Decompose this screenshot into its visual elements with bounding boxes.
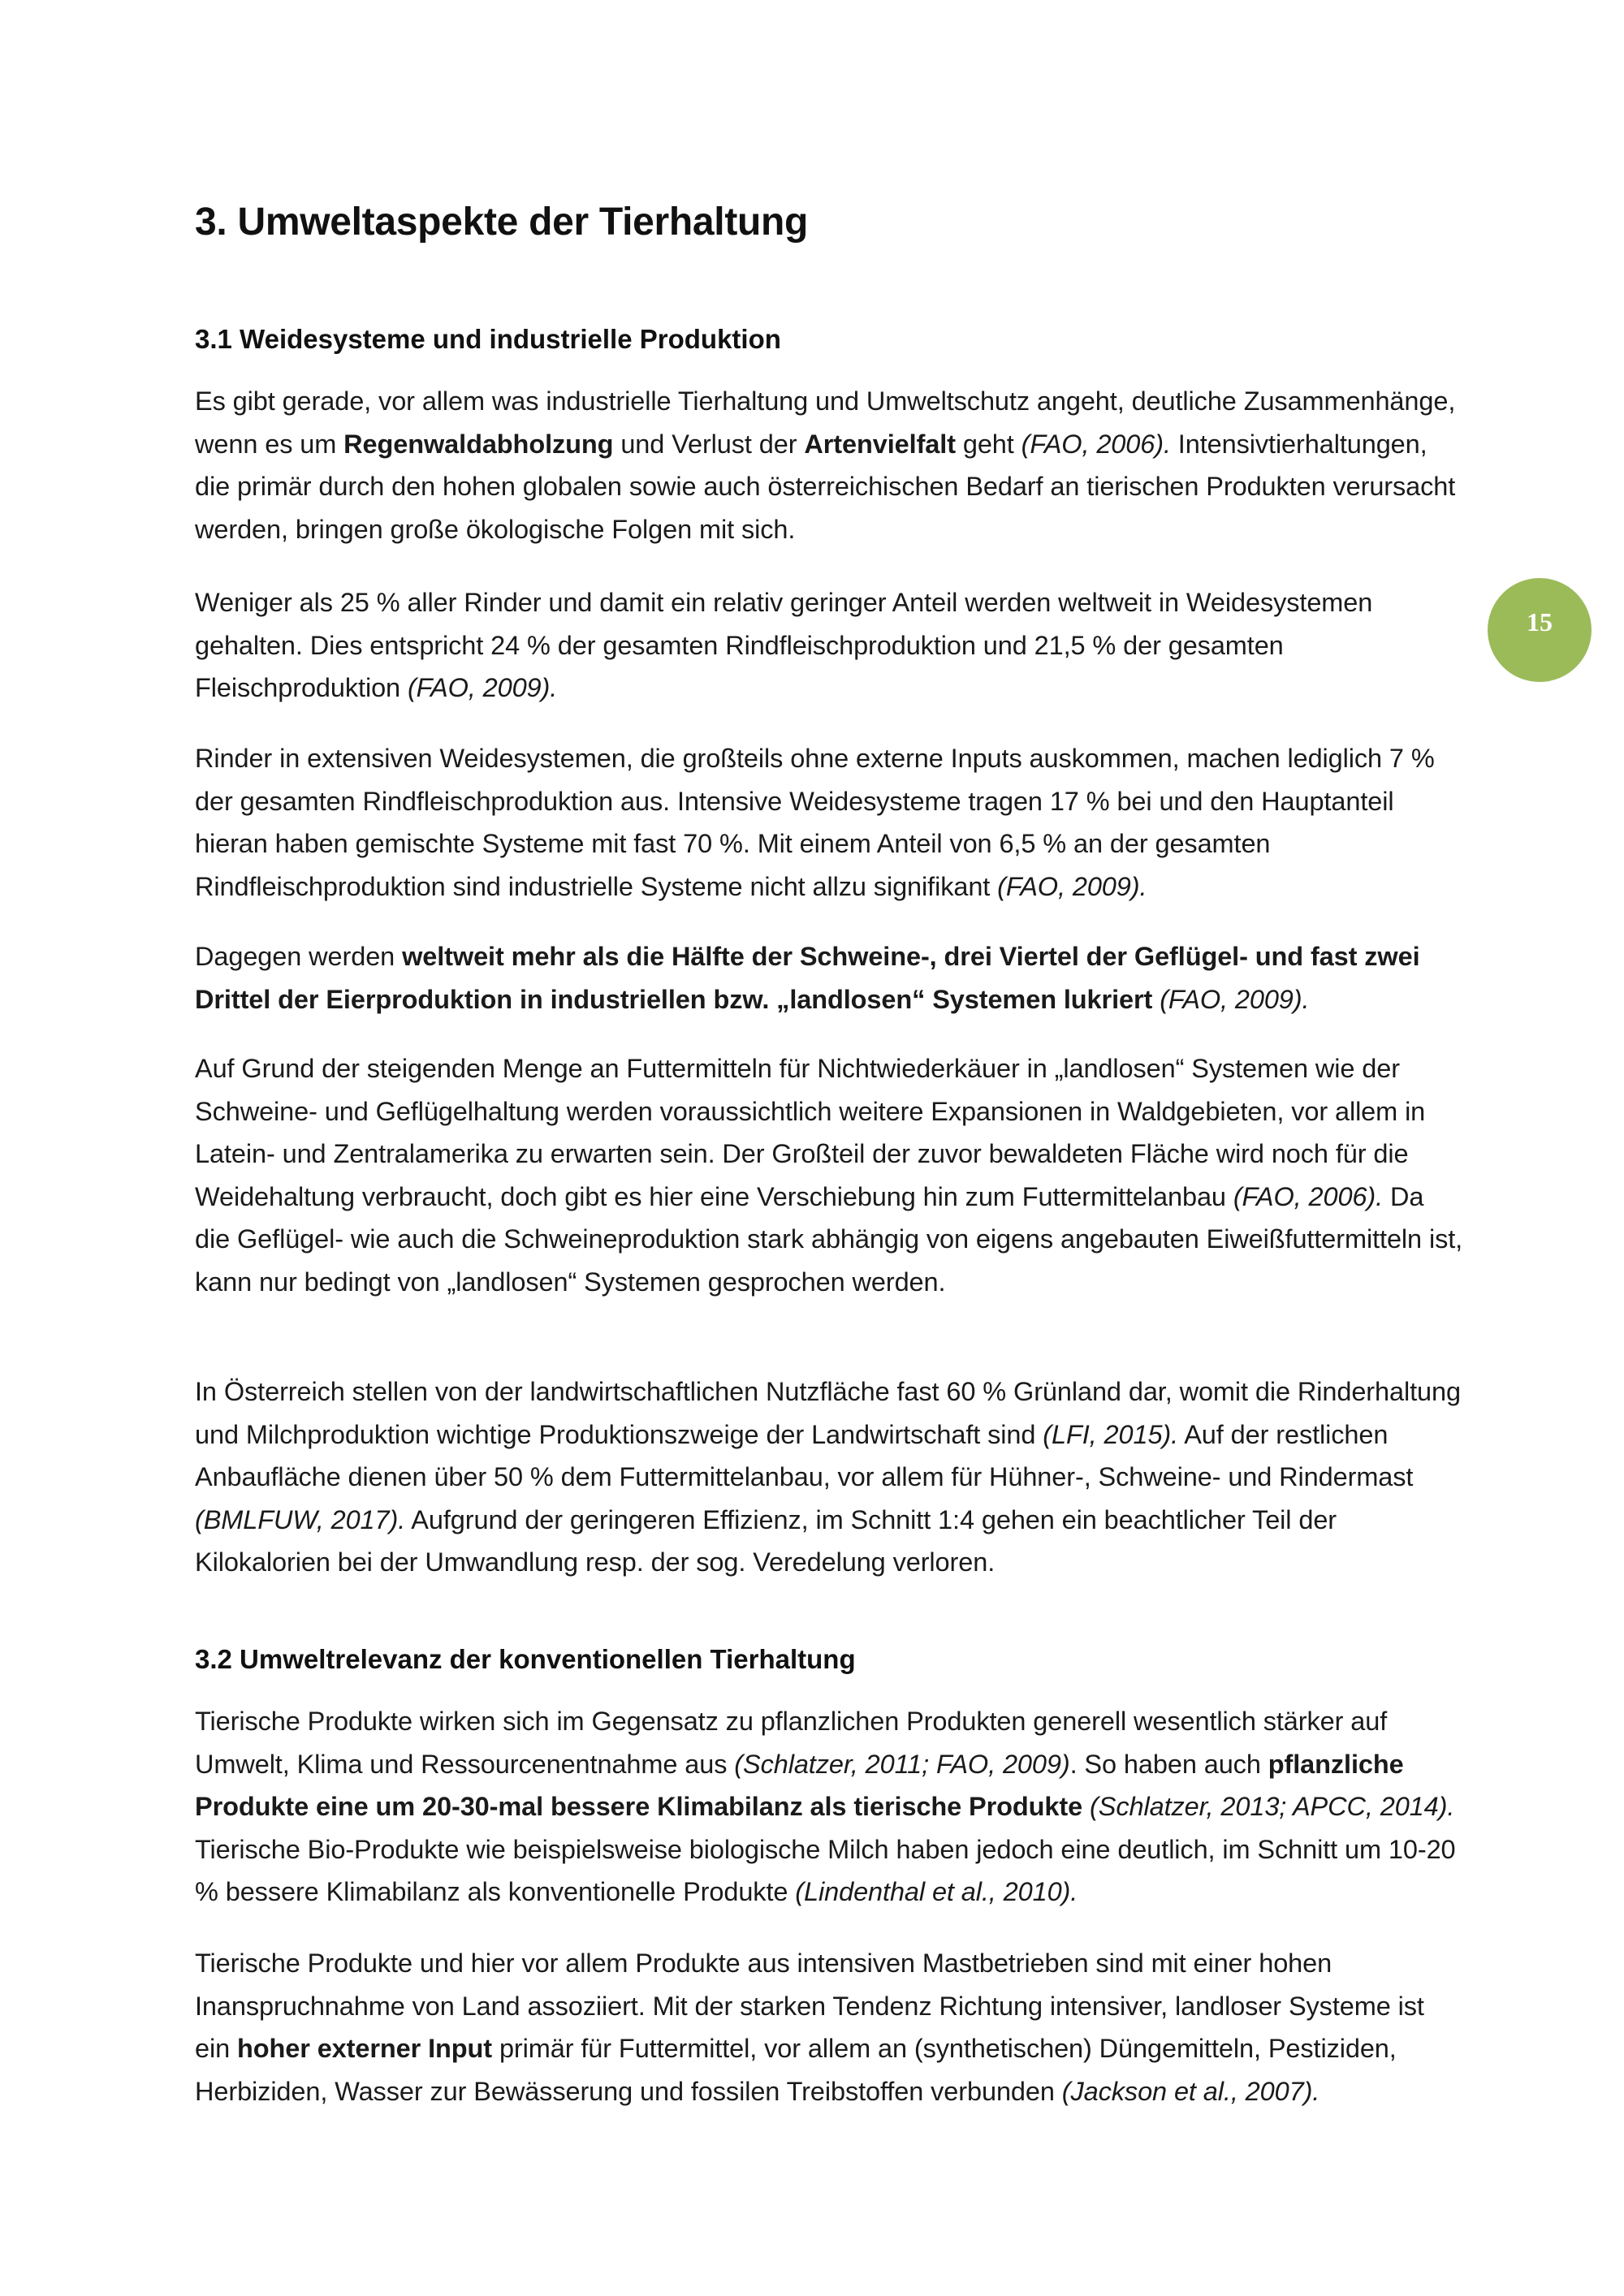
text-run: Intensivtierhaltungen, die primär durch den hohen globalen sowie auch österreichischen Bedarf an tierischen Produkten verursacht werden, bringen große ökologische Folgen mit sich.	[195, 429, 1456, 544]
paragraph	[195, 380, 1462, 550]
citation-text: (Schlatzer, 2013; APCC, 2014).	[1090, 1792, 1455, 1821]
text-run	[1082, 1792, 1090, 1821]
text-run: geht	[955, 429, 1021, 459]
citation-text: (LFI, 2015).	[1043, 1419, 1179, 1449]
paragraph	[195, 1700, 1466, 1914]
text-run	[1152, 985, 1160, 1014]
citation-text: (BMLFUW, 2017).	[195, 1504, 406, 1534]
citation-text: (FAO, 2009).	[1160, 984, 1310, 1014]
text-run: Auf der restlichen Anbaufläche dienen über 50 % dem Futtermittelanbau, vor allem für Hühner-, Schweine- und Rindermast	[195, 1419, 1414, 1491]
citation-text: (FAO, 2006).	[1233, 1181, 1384, 1211]
citation-text: (Schlatzer, 2011; FAO, 2009)	[734, 1749, 1070, 1779]
emphasis-text: weltweit mehr als die Hälfte der Schweine-, drei Viertel der Geflügel- und fast zwei Drittel der Eierproduktion in industriellen bzw. „landlosen“ Systemen lukriert	[195, 942, 1420, 1014]
chapter-title: 3. Umweltaspekte der Tierhaltung	[195, 201, 809, 244]
text-run: Tierische Bio-Produkte wie beispielsweise biologische Milch haben jedoch eine deutlich, im Schnitt um 10-20 % bessere Klimabilanz als konventionelle Produkte	[195, 1834, 1456, 1906]
paragraph	[195, 737, 1462, 908]
text-run: primär für Futtermittel, vor allem an (synthetischen) Düngemitteln, Pestiziden, Herbiziden, Wasser zur Bewässerung und fossilen Treibstoffen verbunden	[195, 2034, 1397, 2106]
emphasis-text: Regenwaldabholzung	[343, 429, 614, 459]
citation-text: (FAO, 2009).	[407, 673, 558, 702]
text-run: Tierische Produkte wirken sich im Gegensatz zu pflanzlichen Produkten generell wesentlich stärker auf Umwelt, Klima und Ressourcenentnahme aus	[195, 1707, 1388, 1779]
text-run: Rinder in extensiven Weidesystemen, die großteils ohne externe Inputs auskommen, machen lediglich 7 % der gesamten Rindfleischproduktion aus. Intensive Weidesysteme tragen 17 % bei und den Hauptanteil hieran haben gemischte Systeme mit fast 70 %. Mit einem Anteil von 6,5 % an der gesamten Rindfleischproduktion sind industrielle Systeme nicht allzu signifikant	[195, 744, 1435, 901]
emphasis-text: pflanzliche Produkte eine um 20-30-mal bessere Klimabilanz als tierische Produkte	[195, 1749, 1404, 1821]
text-run: Es gibt gerade, vor allem was industrielle Tierhaltung und Umweltschutz angeht, deutliche Zusammenhänge, wenn es um	[195, 386, 1456, 459]
text-run: In Österreich stellen von der landwirtschaftlichen Nutzfläche fast 60 % Grünland dar, womit die Rinderhaltung und Milchproduktion wichtige Produktionszweige der Landwirtschaft sind	[195, 1377, 1461, 1449]
citation-text: (FAO, 2006).	[1021, 429, 1171, 459]
text-run: Dagegen werden	[195, 942, 403, 971]
text-run: Aufgrund der geringeren Effizienz, im Schnitt 1:4 gehen ein beachtlicher Teil der Kilokalorien bei der Umwandlung resp. der sog. Veredelung verloren.	[195, 1504, 1337, 1577]
citation-text: (Jackson et al., 2007).	[1061, 2076, 1320, 2106]
paragraph	[195, 935, 1437, 1021]
page-number-badge	[1488, 578, 1592, 682]
text-run: Da die Geflügel- wie auch die Schweineproduktion stark abhängig von eigens angebauten Eiweißfuttermitteln ist, kann nur bedingt von „landlosen“ Systemen gesprochen werden.	[195, 1181, 1463, 1297]
paragraph	[195, 581, 1437, 710]
section-title: 3.2 Umweltrelevanz der konventionellen Tierhaltung	[195, 1644, 856, 1674]
text-run: Auf Grund der steigenden Menge an Futtermitteln für Nichtwiederkäuer in „landlosen“ Systemen wie der Schweine- und Geflügelhaltung werden voraussichtlich weitere Expansionen in Waldgebieten, vor allem in Latein- und Zentralamerika zu erwarten sein. Der Großteil der zuvor bewaldeten Fläche wird noch für die Weidehaltung verbraucht, doch gibt es hier eine Verschiebung hin zum Futtermittelanbau	[195, 1054, 1426, 1211]
citation-text: (Lindenthal et al., 2010).	[795, 1877, 1078, 1906]
citation-text: (FAO, 2009).	[997, 871, 1147, 901]
text-run: Tierische Produkte und hier vor allem Produkte aus intensiven Mastbetrieben sind mit einer hohen Inanspruchnahme von Land assoziiert. Mit der starken Tendenz Richtung intensiver, landloser Systeme ist ein	[195, 1949, 1424, 2063]
text-run: Weniger als 25 % aller Rinder und damit ein relativ geringer Anteil werden weltweit in Weidesystemen gehalten. Dies entspricht 24 % der gesamten Rindfleischproduktion und 21,5 % der gesamten Fleischproduktion	[195, 588, 1373, 702]
text-run: und Verlust der	[613, 429, 805, 459]
paragraph	[195, 1047, 1466, 1303]
emphasis-text: Artenvielfalt	[804, 429, 956, 459]
section-title: 3.1 Weidesysteme und industrielle Produktion	[195, 324, 781, 354]
page-number: 15	[1527, 607, 1553, 637]
emphasis-text: hoher externer Input	[237, 2034, 493, 2063]
text-run: . So haben auch	[1069, 1749, 1268, 1779]
paragraph	[195, 1942, 1462, 2113]
paragraph	[195, 1370, 1466, 1584]
